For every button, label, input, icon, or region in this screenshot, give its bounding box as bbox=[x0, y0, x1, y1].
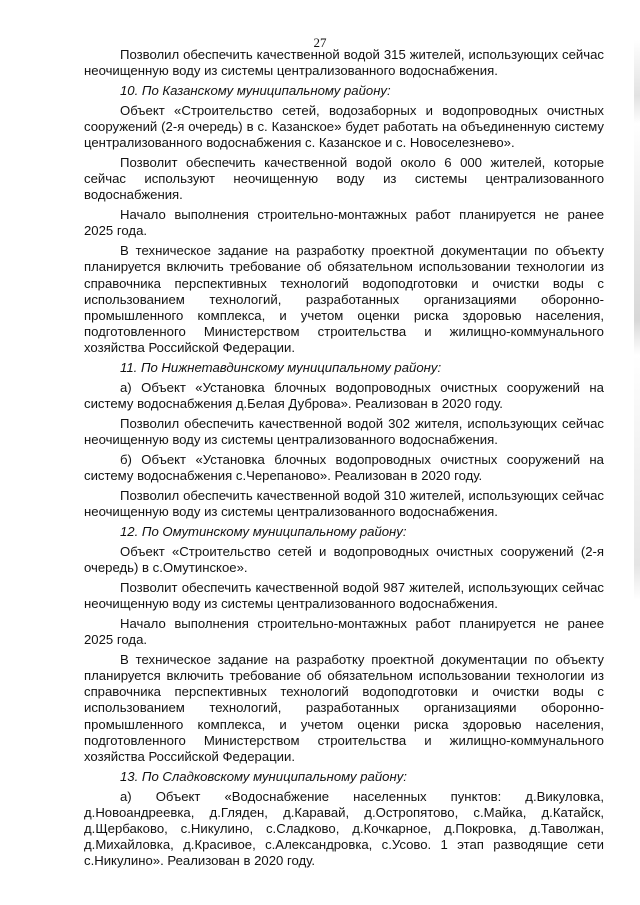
paragraph: Позволит обеспечить качественной водой около 6 000 жителей, которые сейчас используют неочищенную воду из системы централизованного водоснабжения. bbox=[84, 155, 604, 203]
paragraph: Позволил обеспечить качественной водой 310 жителей, использующих сейчас неочищенную воду из системы централизованного водоснабжения. bbox=[84, 488, 604, 520]
page-number: 27 bbox=[313, 35, 327, 50]
scan-edge-shadow bbox=[634, 40, 640, 740]
paragraph: Начало выполнения строительно-монтажных работ планируется не ранее 2025 года. bbox=[84, 207, 604, 239]
paragraph: В техническое задание на разработку проектной документации по объекту планируется включить требование об обязательном использовании технологии из справочника перспективных технологий водоподготовки и очистки воды с использованием технологий, разработанных организациями оборонно-промышленного комплекса, и учетом оценки риска здоровью населения, подготовленного Министерством строительства и жилищно-коммунального хозяйства Российской Федерации. bbox=[84, 651, 604, 765]
document-body bbox=[84, 47, 604, 873]
paragraph: а) Объект «Водоснабжение населенных пунктов: д.Викуловка, д.Новоандреевка, д.Гляден, д.Каравай, д.Остропятово, с.Майка, д.Катайск, д.Щербаково, с.Никулино, с.Сладково, д.Кочкарное, д.Покровка, д.Таволжан, д.Михайловка, д.Красивое, с.Александровка, с.Усово. 1 этап разводящие сети с.Никулино». Реализован в 2020 году. bbox=[84, 788, 604, 869]
paragraph: Объект «Строительство сетей, водозаборных и водопроводных очистных сооружений (2-я очередь) в с. Казанское» будет работать на объединенную систему централизованного водоснабжения с. Казанское и с. Новоселезнево». bbox=[84, 102, 604, 151]
paragraph: Позволит обеспечить качественной водой 987 жителей, использующих сейчас неочищенную воду из системы централизованного водоснабжения. bbox=[84, 579, 604, 612]
paragraph: а) Объект «Установка блочных водопроводных очистных сооружений на систему водоснабжения д.Белая Дуброва». Реализован в 2020 году. bbox=[84, 380, 604, 412]
paragraph: Позволил обеспечить качественной водой 302 жителя, использующих сейчас неочищенную воду из системы централизованного водоснабжения. bbox=[84, 416, 604, 448]
paragraph: б) Объект «Установка блочных водопроводных очистных сооружений на систему водоснабжения с.Черепаново». Реализован в 2020 году. bbox=[84, 452, 604, 484]
paragraph: В техническое задание на разработку проектной документации по объекту планируется включить требование об обязательном использовании технологии из справочника перспективных технологий водоподготовки и очистки воды с использованием технологий, разработанных организациями оборонно-промышленного комплекса, и учетом оценки риска здоровью населения, подготовленного Министерством строительства и жилищно-коммунального хозяйства Российской Федерации. bbox=[84, 243, 604, 356]
section-heading: 12. По Омутинскому муниципальному району: bbox=[120, 524, 407, 540]
paragraph: Объект «Строительство сетей и водопроводных очистных сооружений (2-я очередь) в с.Омутинское». bbox=[84, 543, 604, 576]
paragraph: Позволил обеспечить качественной водой 315 жителей, использующих сейчас неочищенную воду из системы централизованного водоснабжения. bbox=[84, 47, 604, 79]
section-heading: 11. По Нижнетавдинскому муниципальному району: bbox=[120, 360, 442, 376]
section-heading: 10. По Казанскому муниципальному району: bbox=[120, 83, 391, 98]
section-heading: 13. По Сладковскому муниципальному району: bbox=[120, 768, 407, 784]
paragraph: Начало выполнения строительно-монтажных работ планируется не ранее 2025 года. bbox=[84, 615, 604, 648]
